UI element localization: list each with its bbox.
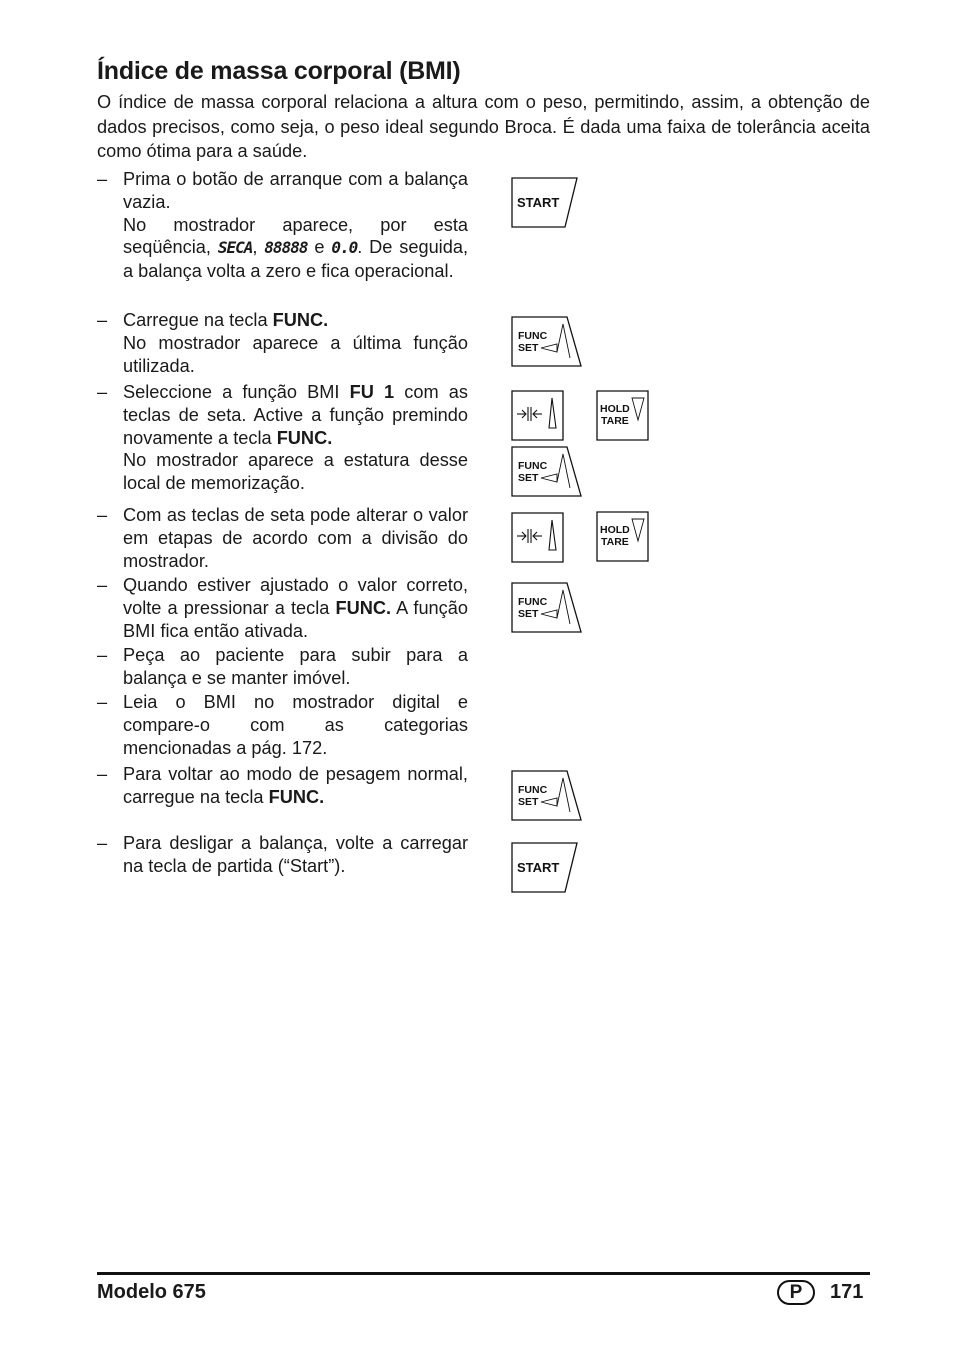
bullet-dash: –	[97, 833, 108, 853]
step-2-text: Carregue na tecla FUNC.	[123, 310, 329, 330]
step-5	[97, 574, 468, 642]
step-3	[97, 381, 468, 495]
display-zero: 0.0	[331, 238, 358, 258]
step-4-text: Com as teclas de seta pode alterar o valor em etapas de acordo com a divisão do mostrador.	[123, 505, 468, 571]
svg-text:SET: SET	[518, 472, 539, 484]
language-badge: P	[777, 1280, 815, 1305]
step-1-note: No mostrador aparece, por esta seqüência, SECA, 88888 e 0.0. De seguida, a balança volta a zero e fica operacional.	[123, 214, 469, 282]
svg-text:FUNC: FUNC	[518, 460, 548, 472]
step-9-text: Para desligar a balança, volte a carregar na tecla de partida (“Start”).	[123, 833, 468, 876]
step-4	[97, 504, 468, 572]
display-seca: SECA	[217, 238, 253, 258]
page-number: 171	[830, 1281, 864, 1303]
start-key	[511, 842, 579, 893]
func-set-key	[511, 316, 583, 368]
svg-text:START: START	[517, 860, 560, 875]
step-5-text: Quando estiver ajustado o valor correto, volte a pressionar a tecla FUNC. A função BMI fica então ativada.	[123, 575, 468, 641]
bullet-dash: –	[97, 169, 108, 189]
hold-tare-key	[596, 390, 650, 442]
step-6-text: Peça ao paciente para subir para a balança e se manter imóvel.	[123, 645, 468, 688]
start-key	[511, 177, 579, 228]
step-3-note: No mostrador aparece a estatura desse local de memorização.	[123, 450, 468, 494]
footer-rule	[97, 1272, 870, 1275]
arrow-key	[511, 512, 565, 564]
svg-text:SET: SET	[518, 342, 539, 354]
step-2-note: No mostrador aparece a última função utilizada.	[123, 332, 468, 376]
triangle-marker-icon	[632, 398, 644, 420]
svg-text:TARE: TARE	[601, 415, 629, 427]
width-arrows-icon	[517, 520, 556, 550]
bullet-dash: –	[97, 575, 108, 595]
display-88888: 88888	[264, 238, 308, 258]
svg-text:SET: SET	[518, 608, 539, 620]
svg-text:FUNC: FUNC	[518, 784, 548, 796]
bullet-dash: –	[97, 645, 108, 665]
hold-tare-key	[596, 511, 650, 563]
bullet-dash: –	[97, 310, 108, 330]
footer-model: Modelo 675	[97, 1281, 206, 1303]
triangle-marker-icon	[541, 344, 557, 352]
step-7	[97, 691, 468, 759]
bullet-dash: –	[97, 764, 108, 784]
step-8-text: Para voltar ao modo de pesagem normal, carregue na tecla FUNC.	[123, 764, 468, 807]
bullet-dash: –	[97, 692, 108, 712]
func-set-key	[511, 770, 583, 822]
svg-text:HOLD: HOLD	[600, 524, 630, 536]
step-9	[97, 832, 468, 878]
step-3-text: Seleccione a função BMI FU 1 com as teclas de seta. Active a função premindo novamente a tecla FUNC.	[123, 382, 468, 448]
svg-text:FUNC: FUNC	[518, 596, 548, 608]
step-7-text: Leia o BMI no mostrador digital e compare-o com as categorias mencionadas a pág. 172.	[123, 692, 468, 758]
intro-paragraph: O índice de massa corporal relaciona a altura com o peso, permitindo, assim, a obtenção de dados precisos, como seja, o peso ideal segundo Broca. É dada uma faixa de tolerância aceita como ótima para a saúde.	[97, 92, 870, 161]
svg-text:START: START	[517, 195, 560, 210]
bullet-dash: –	[97, 382, 108, 402]
arrow-key	[511, 390, 565, 442]
triangle-marker-icon	[541, 798, 557, 806]
triangle-marker-icon	[541, 610, 557, 618]
step-1-text: Prima o botão de arranque com a balança vazia.	[123, 169, 468, 212]
step-1	[97, 168, 468, 283]
step-8	[97, 763, 468, 809]
page-title: Índice de massa corporal (BMI)	[97, 57, 461, 85]
svg-text:FUNC: FUNC	[518, 330, 548, 342]
func-set-key	[511, 582, 583, 634]
triangle-marker-icon	[541, 474, 557, 482]
svg-text:HOLD: HOLD	[600, 403, 630, 415]
svg-text:SET: SET	[518, 796, 539, 808]
width-arrows-icon	[517, 398, 556, 428]
step-6	[97, 644, 468, 690]
func-set-key	[511, 446, 583, 498]
bullet-dash: –	[97, 505, 108, 525]
triangle-marker-icon	[632, 519, 644, 541]
svg-text:TARE: TARE	[601, 536, 629, 548]
step-2	[97, 309, 468, 377]
